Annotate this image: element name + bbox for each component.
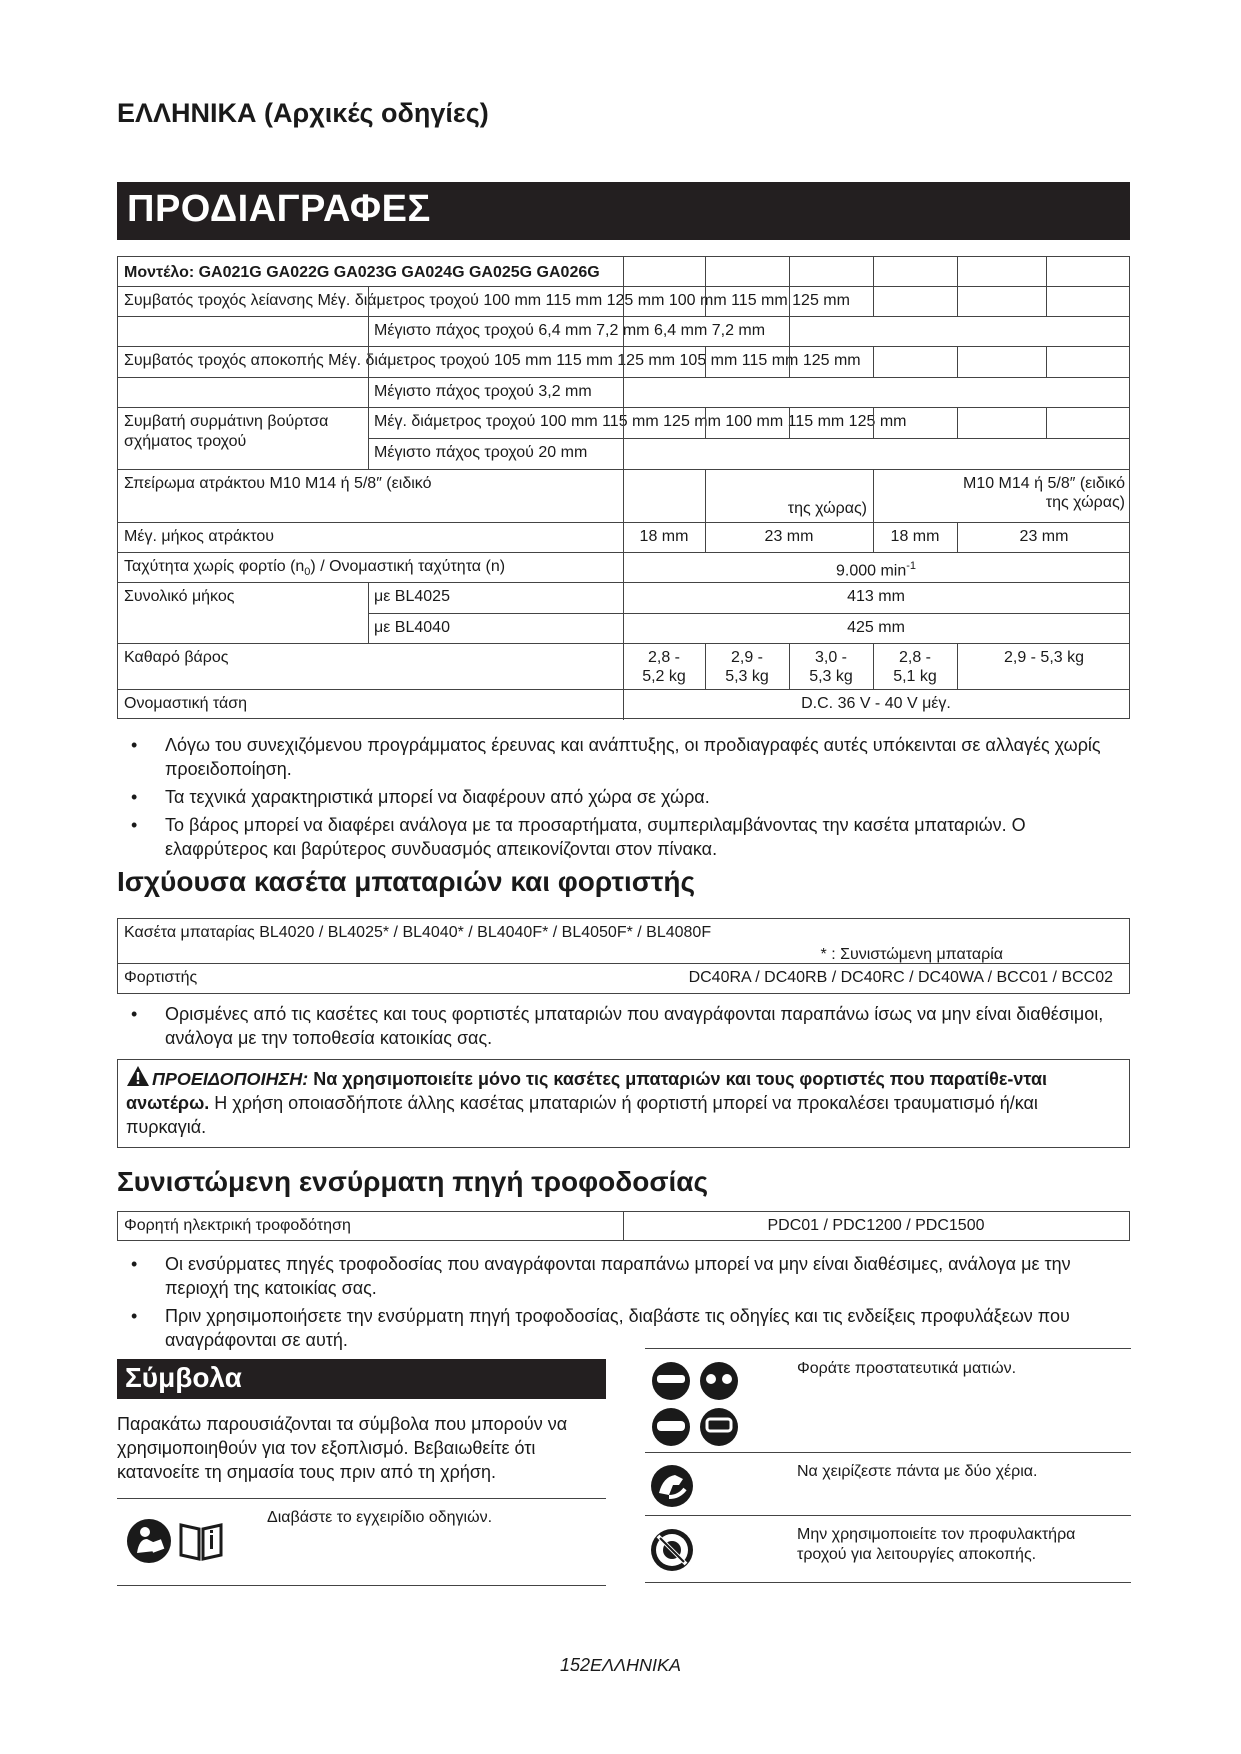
two-hands-icon [649,1463,695,1509]
speed-row [118,553,1129,583]
weight-value: 2,9 - 5,3 kg [725,649,769,685]
length-bl4040: 425 mm [847,619,905,636]
spindle-length-row [118,523,1129,553]
symbol-row-two-hands [645,1452,1131,1515]
manual-book-icon [177,1519,225,1563]
rated-voltage-value: D.C. 36 V - 40 V μέγ. [801,695,951,712]
two-hands-text: Να χειρίζεστε πάντα με δύο χέρια. [797,1463,1038,1480]
model-row [118,257,1129,287]
read-manual-text: Διαβάστε το εγχειρίδιο οδηγιών. [267,1509,493,1526]
no-guard-icon [649,1527,695,1573]
spindle-thread-right: M10 M14 ή 5/8″ (ειδικό [962,475,1125,492]
power-supply-table [117,1211,1130,1241]
charger-label: Φορτιστής [124,969,198,986]
grinding-thickness: Μέγιστο πάχος τροχού 6,4 mm 7,2 mm 6,4 mm 7,2 mm [374,322,766,339]
specifications-banner: ΠΡΟΔΙΑΓΡΑΦΕΣ [117,182,1130,240]
power-supply-label: Φορητή ηλεκτρική τροφοδότηση [124,1217,351,1234]
with-bl4040: με BL4040 [374,619,450,636]
wire-brush-label: Συμβατή συρμάτινη βούρτσα σχήματος τροχού [124,413,329,450]
no-guard-text: Μην χρησιμοποιείτε τον προφυλακτήρα τροχού για λειτουργίες αποκοπής. [797,1526,1076,1563]
power-supply-notes [117,1252,1130,1356]
warning-text: Η χρήση οποιασδήποτε άλλης κασέτας μπαταριών ή φορτιστή μπορεί να προκαλέσει τραυματισμό ή/και πυρκαγιά. [126,1093,1038,1137]
symbol-row-eye-protection [645,1348,1131,1452]
rated-voltage-label: Ονομαστική τάση [124,695,248,712]
grinding-diameter-row [118,287,1129,317]
symbol-row-no-guard [645,1515,1131,1583]
battery-heading: Ισχύουσα κασέτα μπαταριών και φορτιστής [117,866,696,897]
battery-notes [117,1002,1130,1054]
spindle-length-value: 23 mm [1019,528,1069,545]
model-label: Μοντέλο: GA021G GA022G GA023G GA024G GA025G GA026G [124,264,600,281]
overall-length-label: Συνολικό μήκος [124,588,235,605]
spec-note: • Τα τεχνικά χαρακτηριστικά μπορεί να διαφέρουν από χώρα σε χώρα. [117,785,1130,809]
battery-note: • Ορισμένες από τις κασέτες και τους φορτιστές μπαταριών που αναγράφονται παραπάνω ίσως να μην είναι διαθέσιμοι, ανάλογα με την τοποθεσία κατοικίας σας. [117,1002,1130,1050]
overall-length-row-1 [118,583,1129,614]
read-manual-person-icon [125,1517,173,1565]
warning-box: ΠΡΟΕΙΔΟΠΟΙΗΣΗ: Να χρησιμοποιείτε μόνο τις κασέτες μπαταριών και τους φορτιστές που παρατίθε-νται ανωτέρω. Η χρήση οποιασδήποτε άλλης κασέτας μπαταριών ή φορτιστή μπορεί να προκαλέσει τραυματισμό ή/και πυρκαγιά. [117,1059,1130,1148]
spindle-thread-label: Σπείρωμα ατράκτου M10 M14 ή 5/8″ (ειδικό [124,475,432,492]
net-weight-row [118,644,1129,690]
specifications-table [117,256,1130,719]
length-bl4025: 413 mm [847,588,905,605]
power-note: • Πριν χρησιμοποιήσετε την ενσύρματη πηγή τροφοδοσίας, διαβάστε τις οδηγίες και τις ενδείξεις προφυλάξεων που αναγράφονται σε αυτή. [117,1304,1130,1352]
charger-value: DC40RA / DC40RB / DC40RC / DC40WA / BCC01 / BCC02 [688,969,1113,986]
eye-protection-icon [649,1361,745,1449]
recommended-note: * : Συνιστώμενη μπαταρία [820,946,1003,963]
language-title: ΕΛΛΗΝΙΚΑ (Αρχικές οδηγίες) [117,98,489,128]
weight-value-last: 2,9 - 5,3 kg [1003,649,1085,666]
spindle-length-label: Μέγ. μήκος ατράκτου [124,528,274,545]
wire-brush-diameter: Μέγ. διάμετρος τροχού 100 mm 115 mm 125 mm 100 mm 115 mm 125 mm [374,413,907,430]
rated-voltage-row [118,690,1129,720]
overall-length-row-2 [118,614,1129,644]
spec-note: • Το βάρος μπορεί να διαφέρει ανάλογα με τα προσαρτήματα, συμπεριλαμβάνοντας την κασέτα μπαταριών. Ο ελαφρύτερος και βαρύτερος συνδυασμός απεικονίζονται στον πίνακα. [117,813,1130,861]
cutoff-thickness: Μέγιστο πάχος τροχού 3,2 mm [374,383,592,400]
eye-protection-text: Φοράτε προστατευτικά ματιών. [797,1360,1017,1377]
spindle-length-value: 23 mm [764,528,814,545]
wire-brush-thickness: Μέγιστο πάχος τροχού 20 mm [374,444,588,461]
wire-brush-row [118,408,1129,470]
cutoff-label: Συμβατός τροχός αποκοπής Μέγ. διάμετρος τροχού 105 mm 115 mm 125 mm 105 mm 115 mm 125 mm [124,352,861,369]
power-supply-value: PDC01 / PDC1200 / PDC1500 [767,1217,985,1234]
grinding-thickness-row [118,317,1129,347]
spec-notes [117,733,1130,865]
cutoff-thickness-row [118,378,1129,408]
weight-value: 2,8 - 5,2 kg [642,649,686,685]
warning-triangle-icon [126,1065,150,1087]
grinding-label: Συμβατός τροχός λείανσης Μέγ. διάμετρος τροχού 100 mm 115 mm 125 mm 100 mm 115 mm 125 mm [124,292,850,309]
weight-value: 2,8 - 5,1 kg [893,649,937,685]
cartridge-row: Κασέτα μπαταρίας BL4020 / BL4025* / BL4040* / BL4040F* / BL4050F* / BL4080F [124,924,712,941]
spindle-thread-row [118,470,1129,523]
symbol-row-read-manual [117,1498,606,1586]
spindle-thread-country-1: της χώρας) [787,500,867,517]
speed-label: Ταχύτητα χωρίς φορτίο $(n_0)$ / Ονομαστική ταχύτητα (n) [124,558,506,579]
with-bl4025: με BL4025 [374,588,450,605]
cutoff-diameter-row [118,347,1129,378]
power-supply-heading: Συνιστώμενη ενσύρματη πηγή τροφοδοσίας [117,1166,709,1197]
spec-note: • Λόγω του συνεχιζόμενου προγράμματος έρευνας και ανάπτυξης, οι προδιαγραφές αυτές υπόκεινται σε αλλαγές χωρίς προειδοποίηση. [117,733,1130,781]
battery-table [117,918,1130,994]
symbols-banner: Σύμβολα [117,1359,606,1399]
net-weight-label: Καθαρό βάρος [124,649,229,666]
spindle-length-value: 18 mm [639,528,689,545]
spindle-thread-country-2: της χώρας) [1045,494,1125,511]
speed-value: 9.000 $\min^{-1}$ [835,560,917,580]
symbols-intro: Παρακάτω παρουσιάζονται τα σύμβολα που μπορούν να χρησιμοποιηθούν για τον εξοπλισμό. Βεβαιωθείτε ότι κατανοείτε τη σημασία τους πριν από τη χρήση. [117,1414,568,1482]
spindle-length-value: 18 mm [890,528,940,545]
weight-value: 3,0 - 5,3 kg [809,649,853,685]
power-note: • Οι ενσύρματες πηγές τροφοδοσίας που αναγράφονται παραπάνω μπορεί να μην είναι διαθέσιμες, ανάλογα με την περιοχή της κατοικίας σας. [117,1252,1130,1300]
warning-label: ΠΡΟΕΙΔΟΠΟΙΗΣΗ: [152,1069,309,1089]
page-footer: 152ΕΛΛΗΝΙΚΑ [559,1655,682,1675]
